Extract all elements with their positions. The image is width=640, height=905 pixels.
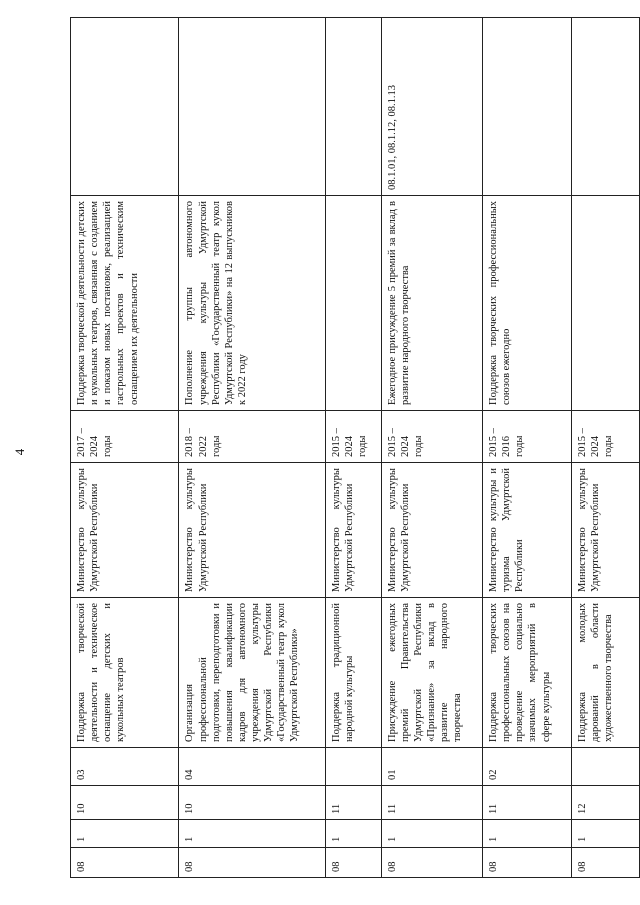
- code-cell-m: 02: [483, 748, 572, 786]
- table-row: [326, 18, 382, 878]
- code-cell-m: [326, 748, 382, 786]
- code-cell-gp: 08: [71, 848, 179, 878]
- code-cell-gp: 08: [381, 848, 482, 878]
- period-cell: 2015 – 2016 годы: [483, 411, 572, 463]
- indicator-link-cell: [571, 18, 639, 196]
- code-cell-pp: 1: [571, 820, 639, 848]
- code-cell-m: [571, 748, 639, 786]
- rotated-table-container: [70, 18, 640, 878]
- code-cell-om: 12: [571, 786, 639, 820]
- program-activities-table: [70, 17, 640, 878]
- activity-name-cell: Поддержка традиционной народной культуры: [326, 598, 382, 748]
- code-cell-gp: 08: [483, 848, 572, 878]
- code-cell-pp: 1: [71, 820, 179, 848]
- expected-result-cell: Поддержка творческих профессиональных союзов ежегодно: [483, 196, 572, 411]
- activity-name-cell: Поддержка молодых дарований в области художественного творчества: [571, 598, 639, 748]
- code-cell-m: 01: [381, 748, 482, 786]
- activity-name-cell: Присуждение ежегодных премий Правительства Удмуртской Республики «Признание» за вклад в развитие народного творчества: [381, 598, 482, 748]
- code-cell-pp: 1: [326, 820, 382, 848]
- period-cell: 2015 – 2024 годы: [381, 411, 482, 463]
- table-row: [381, 18, 482, 878]
- period-cell: 2015 – 2024 годы: [571, 411, 639, 463]
- table-row: [483, 18, 572, 878]
- code-cell-pp: 1: [483, 820, 572, 848]
- period-cell: 2015 – 2024 годы: [326, 411, 382, 463]
- executor-cell: Министерство культуры Удмуртской Республики: [179, 463, 326, 598]
- expected-result-cell: [571, 196, 639, 411]
- code-cell-om: 10: [179, 786, 326, 820]
- code-cell-m: 04: [179, 748, 326, 786]
- period-cell: 2017 – 2024 годы: [71, 411, 179, 463]
- executor-cell: Министерство культуры и туризма Удмуртской Республики: [483, 463, 572, 598]
- indicator-link-cell: [179, 18, 326, 196]
- code-cell-om: 11: [483, 786, 572, 820]
- activity-name-cell: Поддержка творческой деятельности и техническое оснащение детских и кукольных театров: [71, 598, 179, 748]
- executor-cell: Министерство культуры Удмуртской Республики: [326, 463, 382, 598]
- indicator-link-cell: [71, 18, 179, 196]
- code-cell-pp: 1: [381, 820, 482, 848]
- executor-cell: Министерство культуры Удмуртской Республики: [571, 463, 639, 598]
- indicator-link-cell: [483, 18, 572, 196]
- table-row: [179, 18, 326, 878]
- period-cell: 2018 – 2022 годы: [179, 411, 326, 463]
- table-row: [571, 18, 639, 878]
- table-row: [71, 18, 179, 878]
- executor-cell: Министерство культуры Удмуртской Республики: [71, 463, 179, 598]
- expected-result-cell: [326, 196, 382, 411]
- expected-result-cell: Поддержка творческой деятельности детских и кукольных театров, связанная с созданием и показом новых постановок, реализацией гастрольных проектов и техническим оснащением их деятельности: [71, 196, 179, 411]
- code-cell-gp: 08: [571, 848, 639, 878]
- code-cell-gp: 08: [326, 848, 382, 878]
- code-cell-pp: 1: [179, 820, 326, 848]
- indicator-link-cell: [326, 18, 382, 196]
- code-cell-gp: 08: [179, 848, 326, 878]
- code-cell-om: 11: [326, 786, 382, 820]
- code-cell-om: 10: [71, 786, 179, 820]
- indicator-link-cell: 08.1.01, 08.1.12, 08.1.13: [381, 18, 482, 196]
- expected-result-cell: Ежегодное присуждение 5 премий за вклад в развитие народного творчества: [381, 196, 482, 411]
- activity-name-cell: Поддержка творческих профессиональных союзов на проведение социально значимых мероприятий в сфере культуры: [483, 598, 572, 748]
- code-cell-m: 03: [71, 748, 179, 786]
- activity-name-cell: Организация профессиональной подготовки, переподготовки и повышения квалификации кадров для автономного учреждения культуры Удмуртской Республики «Государственный театр кукол Удмуртской Республики»: [179, 598, 326, 748]
- executor-cell: Министерство культуры Удмуртской Республики: [381, 463, 482, 598]
- code-cell-om: 11: [381, 786, 482, 820]
- page-number: 4: [12, 448, 27, 456]
- expected-result-cell: Пополнение труппы автономного учреждения культуры Удмуртской Республики «Государственный театр кукол Удмуртской Республики» на 12 выпускников к 2022 году: [179, 196, 326, 411]
